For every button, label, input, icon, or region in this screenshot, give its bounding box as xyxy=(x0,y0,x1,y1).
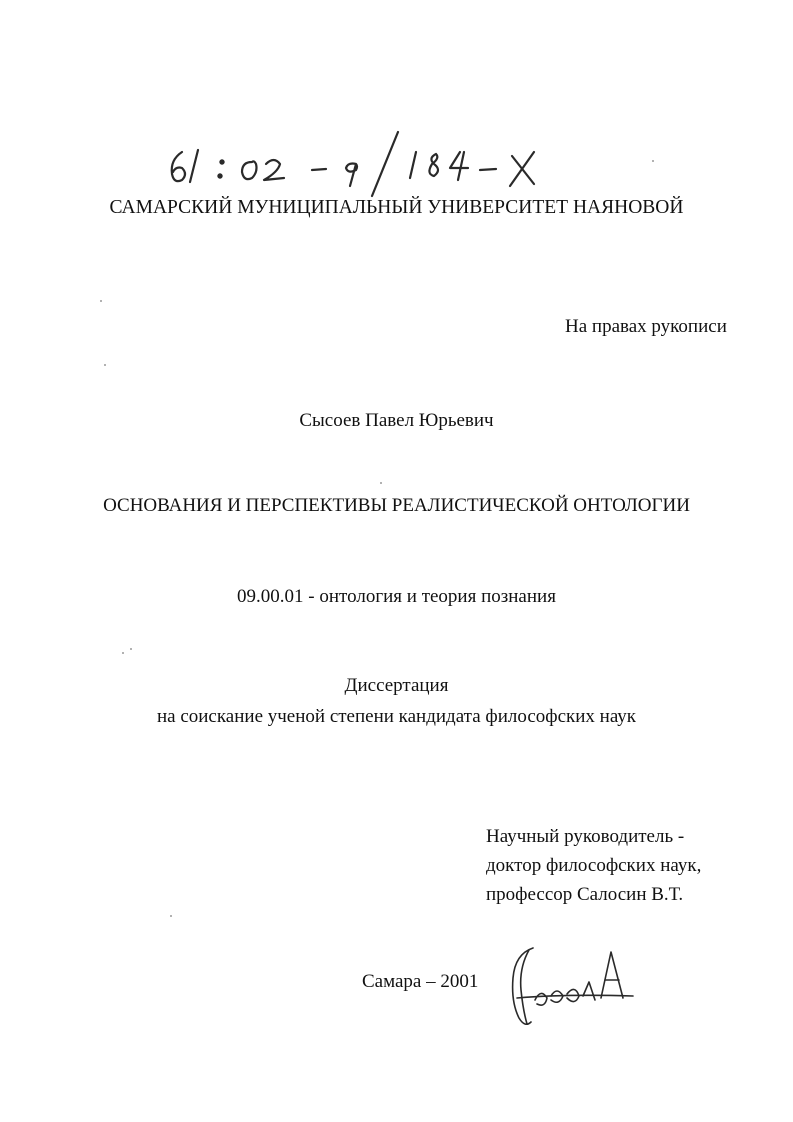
place-and-year: Самара – 2001 xyxy=(362,971,479,992)
scan-speck xyxy=(130,648,132,650)
signature-drawing xyxy=(505,938,640,1033)
supervisor-line-2: доктор философских наук, xyxy=(486,855,702,876)
scan-speck xyxy=(122,652,124,654)
scan-speck xyxy=(100,300,102,302)
specialty-code: 09.00.01 - онтология и теория познания xyxy=(237,586,556,607)
manuscript-rights-note: На правах рукописи xyxy=(565,316,727,337)
handwritten-archive-code xyxy=(160,122,580,202)
scan-speck xyxy=(652,160,654,162)
supervisor-line-3: профессор Салосин В.Т. xyxy=(486,884,684,905)
scan-speck xyxy=(380,482,382,484)
handwritten-archive-code-drawing xyxy=(160,122,580,202)
work-type: Диссертация xyxy=(344,675,449,696)
degree-description: на соискание ученой степени кандидата философских наук xyxy=(156,706,637,727)
scan-speck xyxy=(104,364,106,366)
signature xyxy=(505,938,640,1033)
author-name: Сысоев Павел Юрьевич xyxy=(299,410,494,431)
scan-speck xyxy=(170,915,172,917)
dissertation-title: ОСНОВАНИЯ И ПЕРСПЕКТИВЫ РЕАЛИСТИЧЕСКОЙ ОНТОЛОГИИ xyxy=(103,495,690,516)
university-name: САМАРСКИЙ МУНИЦИПАЛЬНЫЙ УНИВЕРСИТЕТ НАЯНОВОЙ xyxy=(109,197,684,218)
supervisor-line-1: Научный руководитель - xyxy=(486,826,685,847)
